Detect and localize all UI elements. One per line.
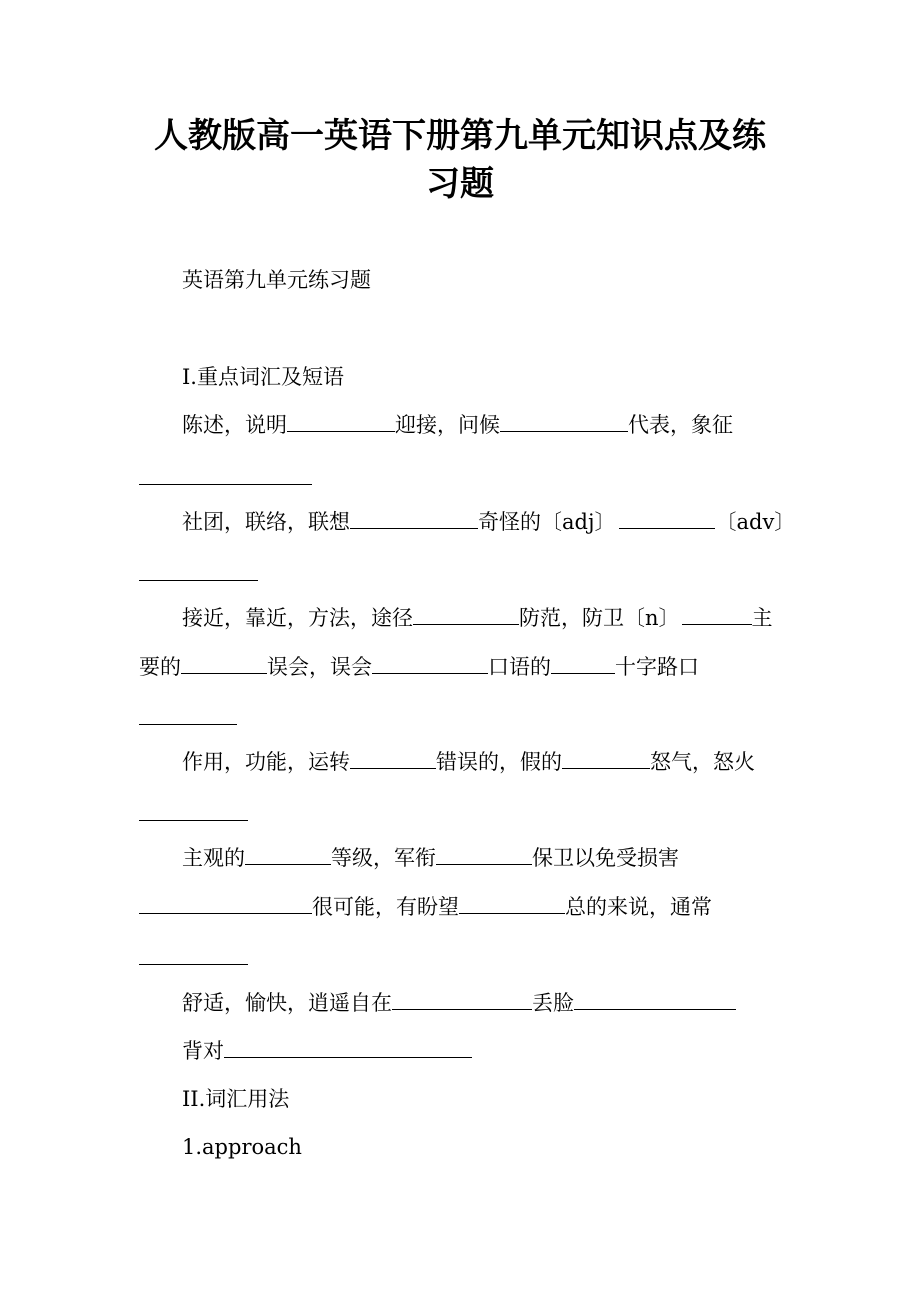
vocab-term: 舒适，愉快，逍遥自在 xyxy=(182,991,392,1015)
answer-blank[interactable] xyxy=(224,1036,472,1058)
answer-blank[interactable] xyxy=(372,652,488,674)
answer-blank[interactable] xyxy=(574,988,736,1010)
section-heading-usage: II.词汇用法 xyxy=(182,1087,290,1111)
vocab-line xyxy=(182,843,679,873)
vocab-term: 十字路口 xyxy=(615,655,699,679)
vocab-term: 主观的 xyxy=(182,846,245,870)
vocab-term: 陈述，说明 xyxy=(182,413,287,437)
vocab-term: 社团，联络，联想 xyxy=(182,510,350,534)
vocab-term: 等级，军衔 xyxy=(331,846,436,870)
vocab-line xyxy=(182,747,755,777)
vocab-term: 主 xyxy=(751,606,773,630)
vocab-term: 丢脸 xyxy=(532,991,574,1015)
vocab-term: 背对 xyxy=(182,1039,224,1063)
answer-blank[interactable] xyxy=(500,410,628,432)
vocab-term: 防范，防卫〔n〕 xyxy=(519,606,680,630)
vocab-term: 错误的，假的 xyxy=(436,750,562,774)
usage-item-1: 1.approach xyxy=(182,1135,302,1159)
exercise-subtitle: 英语第九单元练习题 xyxy=(182,268,371,292)
vocab-line xyxy=(182,988,736,1018)
vocab-term: 接近，靠近，方法，途径 xyxy=(182,606,413,630)
vocab-line xyxy=(139,892,712,922)
answer-blank[interactable] xyxy=(619,507,715,529)
answer-blank[interactable] xyxy=(413,603,519,625)
answer-blank[interactable] xyxy=(139,484,312,485)
vocab-term: 迎接，问候 xyxy=(395,413,500,437)
answer-blank[interactable] xyxy=(562,747,650,769)
vocab-term: 很可能，有盼望 xyxy=(312,895,459,919)
answer-blank[interactable] xyxy=(139,892,312,914)
answer-blank[interactable] xyxy=(459,892,565,914)
vocab-term: 要的 xyxy=(139,655,181,679)
answer-blank[interactable] xyxy=(682,603,752,625)
vocab-term: 作用，功能，运转 xyxy=(182,750,350,774)
vocab-term: 奇怪的〔adj〕 xyxy=(478,510,616,534)
vocab-line xyxy=(182,1036,472,1066)
vocab-line xyxy=(182,410,733,440)
answer-blank[interactable] xyxy=(139,724,237,725)
vocab-line xyxy=(139,652,699,682)
vocab-term: 保卫以免受损害 xyxy=(532,846,679,870)
section-heading-vocabulary: I.重点词汇及短语 xyxy=(182,365,344,389)
vocab-term: 口语的 xyxy=(488,655,551,679)
answer-blank[interactable] xyxy=(139,964,248,965)
answer-blank[interactable] xyxy=(139,580,258,581)
vocab-term: 总的来说，通常 xyxy=(565,895,712,919)
answer-blank[interactable] xyxy=(139,820,248,821)
answer-blank[interactable] xyxy=(436,843,532,865)
answer-blank[interactable] xyxy=(181,652,267,674)
document-title-line-1: 人教版高一英语下册第九单元知识点及练 xyxy=(154,116,766,156)
answer-blank[interactable] xyxy=(350,507,478,529)
vocab-term: 怒气，怒火 xyxy=(650,750,755,774)
vocab-line xyxy=(182,507,795,537)
answer-blank[interactable] xyxy=(287,410,395,432)
vocab-term: 〔adv〕 xyxy=(715,510,796,534)
vocab-term: 误会，误会 xyxy=(267,655,372,679)
document-title-line-2: 习题 xyxy=(426,164,494,204)
vocab-term: 代表，象征 xyxy=(628,413,733,437)
answer-blank[interactable] xyxy=(551,652,615,674)
vocab-line xyxy=(182,603,773,633)
answer-blank[interactable] xyxy=(392,988,532,1010)
answer-blank[interactable] xyxy=(350,747,436,769)
answer-blank[interactable] xyxy=(245,843,331,865)
